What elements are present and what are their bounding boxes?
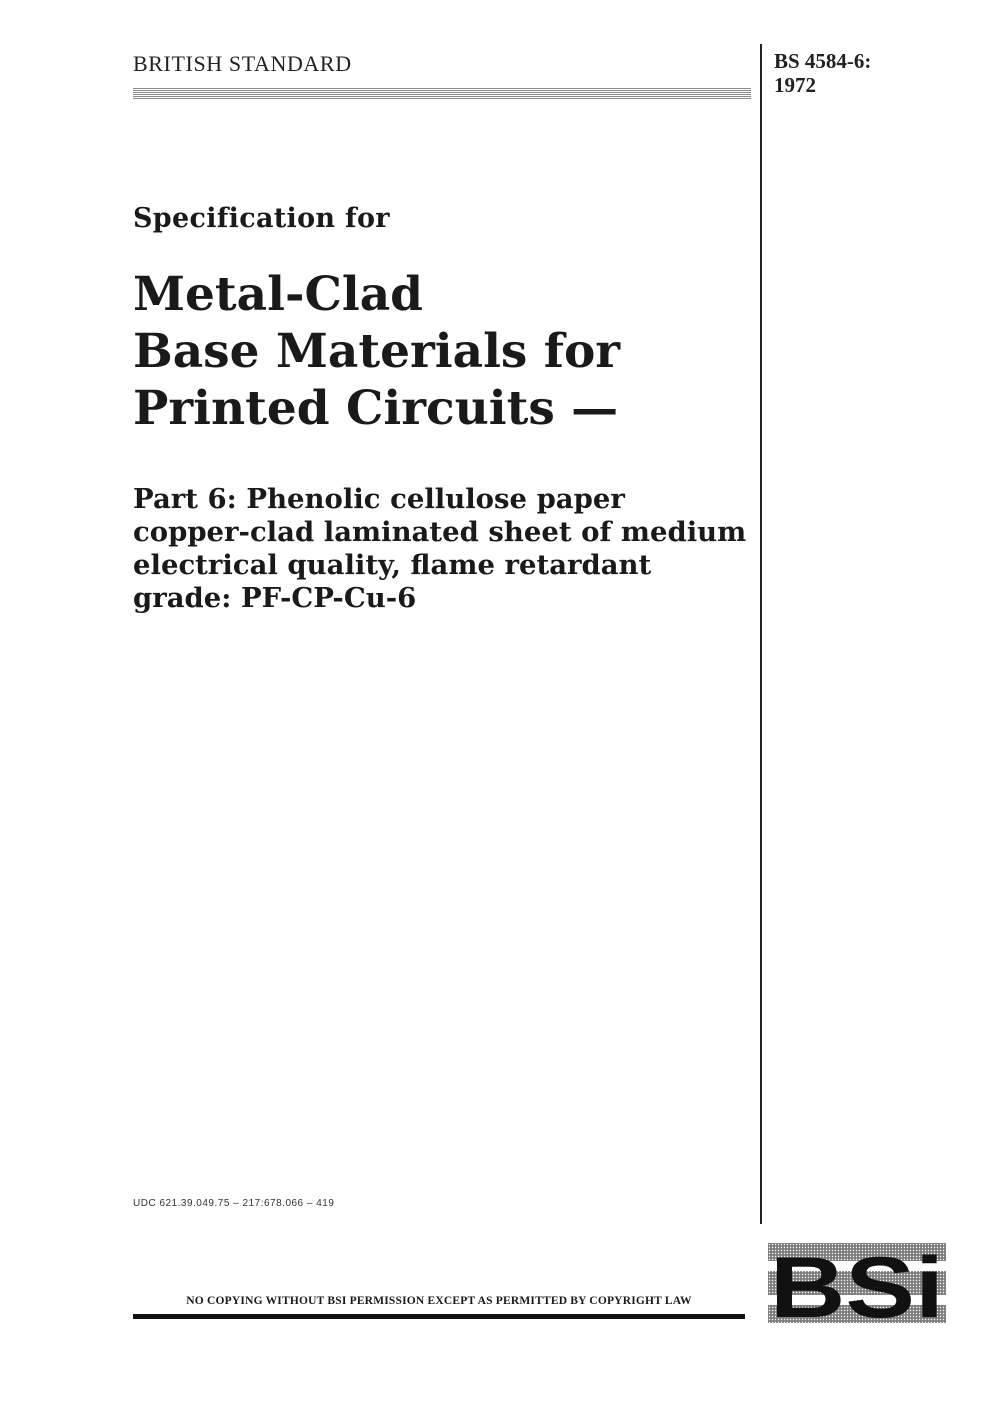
header-rule [133, 88, 751, 100]
margin-divider [760, 44, 762, 1224]
title-line: Printed Circuits — [133, 381, 619, 436]
specification-kicker: Specification for [133, 203, 390, 234]
title-line: Base Materials for [133, 324, 621, 379]
bsi-logo [768, 1243, 946, 1323]
document-number-code: BS 4584-6: [774, 49, 872, 73]
udc-classification: UDC 621.39.049.75 – 217:678.066 – 419 [133, 1198, 335, 1209]
document-series: BRITISH STANDARD [133, 51, 352, 76]
subtitle-line: grade: PF-CP-Cu-6 [133, 582, 417, 614]
title-line: Metal-Clad [133, 267, 424, 322]
subtitle-line: electrical quality, flame retardant [133, 549, 652, 581]
document-number-year: 1972 [774, 73, 816, 97]
document-number [774, 49, 871, 97]
subtitle-line: Part 6: Phenolic cellulose paper [133, 483, 625, 515]
footer-rule [133, 1314, 745, 1319]
copyright-notice: NO COPYING WITHOUT BSI PERMISSION EXCEPT AS PERMITTED BY COPYRIGHT LAW [186, 1295, 692, 1307]
document-subtitle [133, 483, 748, 615]
svg-text:BSi: BSi [770, 1243, 944, 1323]
subtitle-line: copper-clad laminated sheet of medium [133, 516, 747, 548]
document-title [133, 266, 743, 437]
